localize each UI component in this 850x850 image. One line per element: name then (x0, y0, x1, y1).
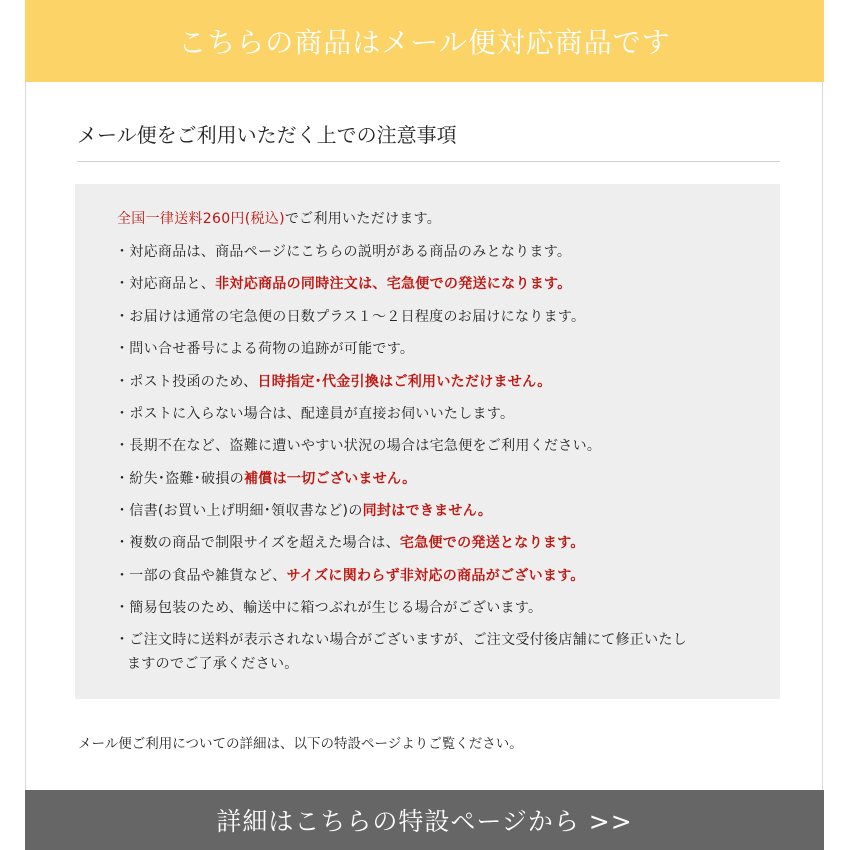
notice-warning: 日時指定･代金引換はご利用いただけません。 (257, 374, 552, 390)
notice-item (115, 597, 542, 617)
notice-text: ・対応商品は、商品ページにこちらの説明がある商品のみとなります。 (115, 244, 572, 260)
notice-item (115, 565, 585, 585)
shipping-fee-text: でご利用いただけます。 (284, 211, 442, 227)
notice-warning: 非対応商品の同時注文は、宅急便での発送になります。 (215, 276, 572, 292)
notice-shipping-fee (117, 208, 441, 228)
notice-item (115, 500, 492, 520)
notice-item (115, 338, 414, 358)
notice-item (115, 468, 416, 488)
notice-item (115, 532, 585, 552)
notice-item (115, 273, 572, 293)
special-page-link-button[interactable] (25, 790, 824, 850)
mail-service-banner (25, 0, 824, 82)
notice-text: ・一部の食品や雑貨など、 (115, 568, 287, 584)
notice-warning: 同封はできません。 (362, 503, 493, 519)
notice-text: ・長期不在など、盗難に遭いやすい状況の場合は宅急便をご利用ください。 (115, 438, 602, 454)
notice-text: ・お届けは通常の宅急便の日数プラス１～２日程度のお届けになります。 (115, 309, 586, 325)
notice-text: ・問い合せ番号による荷物の追跡が可能です。 (115, 341, 415, 357)
notice-item (115, 241, 571, 261)
notice-text: ・ポストに入らない場合は、配達員が直接お伺いいたします。 (115, 406, 515, 422)
notice-text: ・紛失･盗難･破損の (115, 471, 244, 487)
notice-text: ますのでご了承ください。 (127, 656, 299, 672)
notice-item (115, 629, 687, 649)
notice-text: ・信書(お買い上げ明細･領収書など)の (115, 503, 363, 519)
notice-text: ・複数の商品で制限サイズを超えた場合は、 (115, 535, 400, 551)
details-footnote: メール便ご利用についての詳細は、以下の特設ページよりご覧ください。 (78, 736, 523, 752)
heading-divider (77, 161, 780, 162)
notice-warning: 補償は一切ございません。 (244, 471, 417, 487)
notice-text: ・ポスト投函のため、 (115, 374, 258, 390)
notice-item-continuation (127, 653, 299, 673)
notice-text: ・簡易包装のため、輸送中に箱つぶれが生じる場合がございます。 (115, 600, 543, 616)
notice-item (115, 371, 552, 391)
notice-item (115, 435, 601, 455)
notice-text: ・対応商品と、 (115, 276, 216, 292)
shipping-fee-highlight: 全国一律送料260円(税込) (117, 211, 285, 227)
banner-title: こちらの商品はメール便対応商品です (178, 26, 671, 59)
notice-warning: サイズに関わらず非対応の商品がございます。 (286, 568, 585, 584)
notice-warning: 宅急便での発送となります。 (399, 535, 585, 551)
notice-item (115, 403, 514, 423)
notice-item (115, 306, 585, 326)
notice-text: ・ご注文時に送料が表示されない場合がございますが、ご注文受付後店舗にて修正いたし (115, 632, 687, 648)
section-heading: メール便をご利用いただく上での注意事項 (77, 123, 457, 147)
cta-label: 詳細はこちらの特設ページから >> (216, 807, 633, 836)
notice-box (75, 184, 780, 699)
